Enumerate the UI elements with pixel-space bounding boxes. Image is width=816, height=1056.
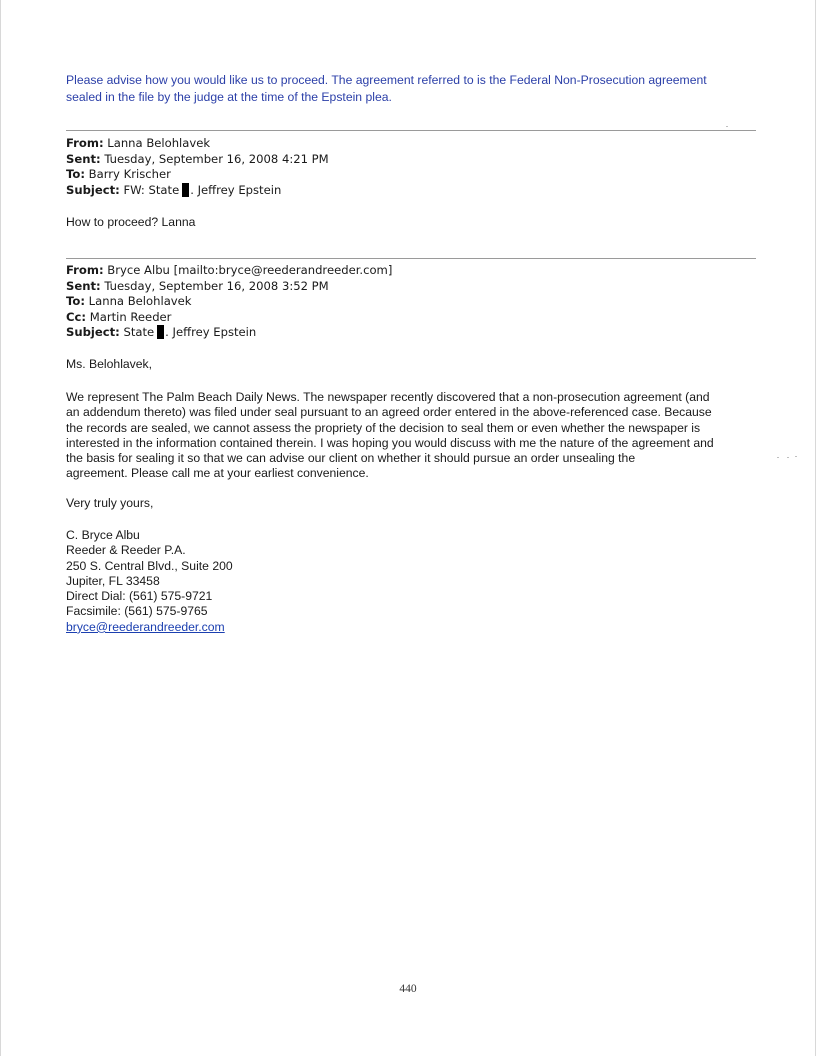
forward-note-line-2: sealed in the file by the judge at the time of the Epstein plea. xyxy=(66,90,392,104)
page-number: 440 xyxy=(399,983,417,995)
email2-from-line xyxy=(66,263,756,279)
separator-rule-1 xyxy=(66,130,756,131)
signature-name: C. Bryce Albu xyxy=(66,528,140,542)
email-header-2 xyxy=(66,263,756,341)
email2-from-value: Bryce Albu [mailto:bryce@reederandreeder.com] xyxy=(103,263,393,277)
email1-subject-label: Subject: xyxy=(66,182,120,197)
email2-to-value: Lanna Belohlavek xyxy=(84,294,192,309)
email2-cc-label: Cc: xyxy=(66,309,87,324)
email1-subject-prefix: FW: State xyxy=(119,182,180,197)
email1-from-value: Lanna Belohlavek xyxy=(103,136,211,150)
email2-sent-label: Sent: xyxy=(66,278,101,293)
email2-to-line xyxy=(66,294,756,310)
email1-sent-label: Sent: xyxy=(66,151,101,166)
email1-to-line xyxy=(66,167,756,183)
email2-cc-value: Martin Reeder xyxy=(86,309,172,324)
redaction-block xyxy=(182,183,189,197)
email1-subject-line xyxy=(66,183,756,199)
email1-from-label: From: xyxy=(66,136,104,150)
forward-note xyxy=(66,72,756,106)
email2-signature xyxy=(66,528,756,635)
paragraph-line: an addendum thereto) was filed under seal pursuant to an agreed order entered in the above-referenced case. Because xyxy=(66,405,712,420)
scan-speck xyxy=(795,456,797,457)
email2-greeting: Ms. Belohlavek, xyxy=(66,357,153,371)
signature-facsimile: Facsimile: (561) 575-9765 xyxy=(66,604,208,619)
email1-from-line xyxy=(66,136,756,152)
email2-sent-line xyxy=(66,279,756,295)
email2-to-label: To: xyxy=(66,294,85,309)
email1-to-value: Barry Krischer xyxy=(84,167,171,182)
email2-subject-prefix: State xyxy=(119,325,155,340)
paragraph-line: interested in the information contained therein. I was hoping you would discuss with me the nature of the agreement and xyxy=(66,435,714,450)
paragraph-line: We represent The Palm Beach Daily News. The newspaper recently discovered that a non-prosecution agreement (and xyxy=(66,390,710,404)
email1-to-label: To: xyxy=(66,167,85,182)
signature-firm: Reeder & Reeder P.A. xyxy=(66,543,186,558)
email2-sent-value: Tuesday, September 16, 2008 3:52 PM xyxy=(100,278,329,293)
email2-subject-line xyxy=(66,325,756,341)
email1-sent-line xyxy=(66,152,756,168)
signature-address-line-1: 250 S. Central Blvd., Suite 200 xyxy=(66,558,233,573)
signature-email-link[interactable]: bryce@reederandreeder.com xyxy=(66,619,225,634)
scan-speck xyxy=(726,126,728,127)
scan-speck xyxy=(787,457,789,458)
email2-subject-label: Subject: xyxy=(66,325,120,340)
paragraph-line: the basis for sealing it so that we can advise our client on whether it should pursue an order unsealing the xyxy=(66,451,636,466)
signature-address-line-2: Jupiter, FL 33458 xyxy=(66,573,160,588)
email1-sent-value: Tuesday, September 16, 2008 4:21 PM xyxy=(100,151,329,166)
email2-paragraph xyxy=(66,390,756,482)
email1-body: How to proceed? Lanna xyxy=(66,215,196,229)
left-page-edge xyxy=(0,0,1,1056)
redaction-block xyxy=(157,325,164,339)
separator-rule-2 xyxy=(66,258,756,259)
email2-from-label: From: xyxy=(66,263,104,277)
forward-note-line-1: Please advise how you would like us to proceed. The agreement referred to is the Federal Non-Prosecution agreement xyxy=(66,73,707,87)
email1-subject-suffix: . Jeffrey Epstein xyxy=(190,182,282,197)
scan-speck xyxy=(777,457,779,458)
signature-direct-dial: Direct Dial: (561) 575-9721 xyxy=(66,589,213,604)
email-header-1 xyxy=(66,136,756,198)
email2-subject-suffix: . Jeffrey Epstein xyxy=(165,325,257,340)
email2-closing: Very truly yours, xyxy=(66,496,154,510)
paragraph-line: agreement. Please call me at your earliest convenience. xyxy=(66,466,369,481)
email2-cc-line xyxy=(66,310,756,326)
paragraph-line: the records are sealed, we cannot assess the propriety of the decision to seal them or even whether the newspaper is xyxy=(66,420,701,435)
